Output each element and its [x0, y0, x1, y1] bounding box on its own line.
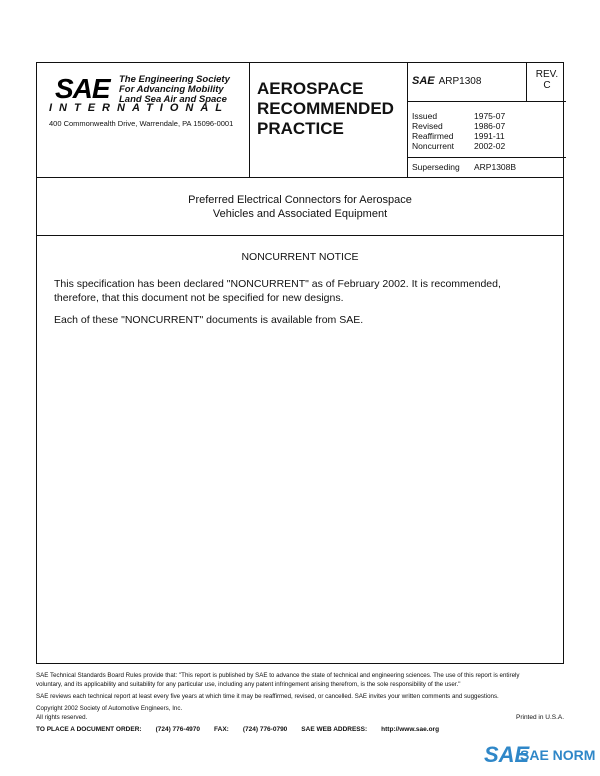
address: 400 Commonwealth Drive, Warrendale, PA 15096-0001: [49, 119, 234, 128]
header: [37, 63, 563, 178]
history-table: [412, 111, 505, 151]
notice-paragraph: Each of these "NONCURRENT" documents is available from SAE.: [54, 314, 364, 326]
revision-box: REV. C: [526, 63, 567, 101]
sae-logo: SAE: [55, 73, 110, 104]
printed-in: Printed in U.S.A.: [516, 714, 565, 721]
doc-number: SAE ARP1308: [412, 75, 482, 87]
logo-international: INTERNATIONAL: [49, 102, 230, 114]
doc-type-title: AEROSPACE RECOMMENDED PRACTICE: [257, 79, 394, 138]
footer-text: SAE reviews each technical report at least every five years at which time it may be reaffirmed, revised, or cancelled. SAE invites your written comments and suggestions.: [36, 693, 499, 700]
watermark: SAE SAE NORM: [484, 742, 596, 767]
superseding: Superseding ARP1308B: [412, 162, 517, 172]
logo-tagline: The Engineering Society For Advancing Mobility Land Sea Air and Space: [119, 74, 230, 105]
logo-block: [37, 63, 250, 177]
document-frame: [36, 62, 564, 664]
order-line: TO PLACE A DOCUMENT ORDER: (724) 776-4970 FAX: (724) 776-0790 SAE WEB ADDRESS: http://www.sae.org: [36, 726, 440, 733]
rights: All rights reserved.: [36, 714, 88, 721]
history-row: Reaffirmed 1991-11: [412, 131, 505, 141]
history-row: Issued 1975-07: [412, 111, 506, 121]
document-title: Preferred Electrical Connectors for Aerospace Vehicles and Associated Equipment: [37, 177, 563, 236]
history-row: Noncurrent 2002-02: [412, 141, 506, 151]
footer-text: SAE Technical Standards Board Rules provide that: "This report is published by SAE to advance the state of technical and engineering sciences. The use of this report is entirely: [36, 672, 520, 679]
copyright: Copyright 2002 Society of Automotive Engineers, Inc.: [36, 705, 183, 712]
notice-paragraph: This specification has been declared "NONCURRENT" as of February 2002. It is recommended, therefore, that this document not be specified for new designs.: [54, 278, 501, 304]
history-row: Revised 1986-07: [412, 121, 506, 131]
footer-text: voluntary, and its applicability and suitability for any particular use, including any patent infringement arising therefrom, is the sole responsibility of the user.": [36, 681, 461, 688]
doc-info: [407, 63, 566, 177]
notice-title: NONCURRENT NOTICE: [241, 251, 359, 263]
